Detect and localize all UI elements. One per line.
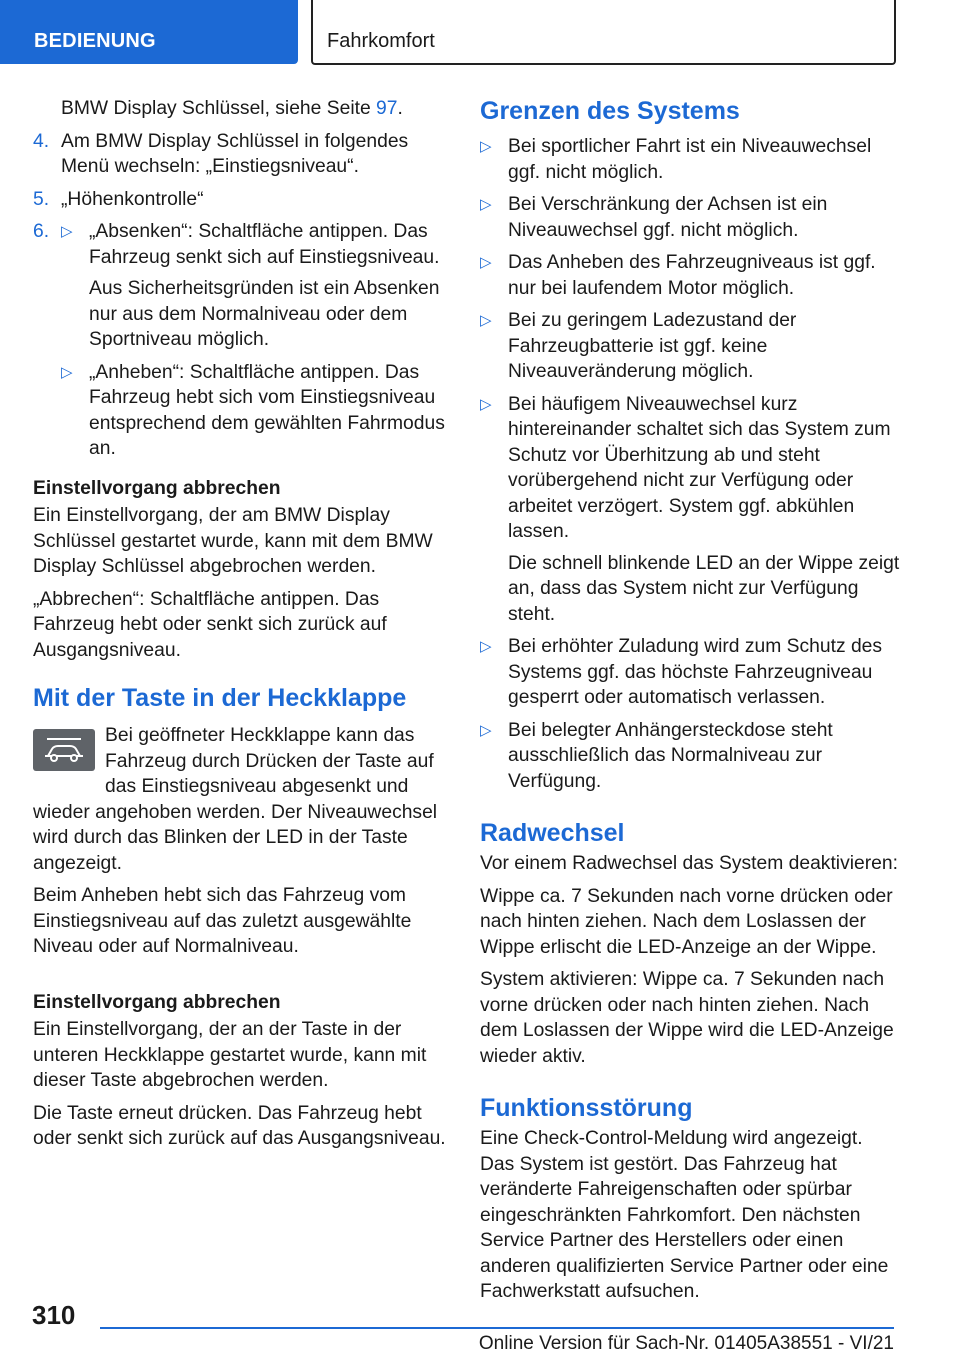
bullet-item xyxy=(480,634,900,711)
paragraph: Bei geöffneter Heckklappe kann das Fahrzeug durch Drücken der Taste auf das Einstiegsniveau abgesenkt und wieder angehoben werden. Der Niveauwechsel wird durch das Blinken der LED in der Taste angezeigt. xyxy=(33,725,438,874)
bullet-triangle-icon: ▷ xyxy=(480,638,492,655)
bullet-note: Die schnell blinkende LED an der Wippe zeigt an, dass das System nicht zur Verfügung steht. xyxy=(508,552,900,625)
section-title: BEDIENUNG xyxy=(34,30,156,52)
left-column xyxy=(33,96,451,1159)
step-text: Am BMW Display Schlüssel in folgendes Menü wechseln: „Einstiegsniveau“. xyxy=(61,130,409,177)
paragraph: Eine Check-Control-Meldung wird angezeigt. Das System ist gestört. Das Fahrzeug hat veränderte Fahreigenschaften oder spürbar eingeschränkten Fahrkomfort. Den nächsten Service Partner des Herstellers oder einen anderen qualifizierten Service Partner oder eine Fachwerkstatt aufsuchen. xyxy=(480,1128,889,1302)
bullet-triangle-icon: ▷ xyxy=(480,395,492,413)
right-column xyxy=(480,96,900,1312)
bullet-text: „Absenken“: Schaltfläche antippen. Das Fahrzeug senkt sich auf Einstiegsniveau. xyxy=(89,221,440,268)
bullet-triangle-icon: ▷ xyxy=(61,363,73,381)
footer-divider xyxy=(100,1327,894,1329)
bullet-text: Das Anheben des Fahrzeugniveaus ist ggf. nur bei laufendem Motor möglich. xyxy=(508,252,876,299)
paragraph: Beim Anheben hebt sich das Fahrzeug vom Einstiegsniveau auf das zuletzt ausgewählte Niveau oder auf Normalniveau. xyxy=(33,885,412,957)
bullet-text: Bei häufigem Niveauwechsel kurz hintereinander schaltet sich das System zum Schutz vor Überhitzung ab und steht vorübergehend nicht zur Verfügung oder arbeitet verzögert. System ggf. abkühlen lassen. xyxy=(508,393,891,542)
paragraph: Die Taste erneut drücken. Das Fahrzeug hebt oder senkt sich zurück auf das Ausgangsniveau. xyxy=(33,1102,446,1149)
bullet-item xyxy=(61,360,451,462)
section-tab xyxy=(0,0,298,64)
step-number: 4. xyxy=(33,130,50,152)
bullet-triangle-icon: ▷ xyxy=(480,721,492,739)
step-text: „Höhenkontrolle“ xyxy=(61,188,204,210)
bullet-note: Aus Sicherheitsgründen ist ein Absenken nur aus dem Normalniveau oder dem Sportniveau möglich. xyxy=(89,278,440,350)
paragraph: „Abbrechen“: Schaltfläche antippen. Das Fahrzeug hebt oder senkt sich zurück auf Ausgangsniveau. xyxy=(33,588,387,661)
bullet-item xyxy=(480,718,900,795)
paragraph: Wippe ca. 7 Sekunden nach vorne drücken oder nach hinten ziehen. Nach dem Loslassen der Wippe erlischt die LED-Anzeige an der Wippe. xyxy=(480,885,893,958)
chapter-title: Fahrkomfort xyxy=(327,30,435,52)
intro-text: BMW Display Schlüssel, siehe Seite 97. xyxy=(61,98,403,119)
bullet-triangle-icon: ▷ xyxy=(480,138,492,155)
bullet-item xyxy=(61,219,451,353)
section-heading: Funktionsstörung xyxy=(480,1094,693,1122)
subheading: Einstellvorgang abbrechen xyxy=(33,991,281,1013)
step-item xyxy=(33,187,451,213)
bullet-triangle-icon: ▷ xyxy=(480,254,492,271)
step-number: 6. xyxy=(33,221,50,242)
bullet-item xyxy=(480,308,900,385)
car-level-button-icon xyxy=(33,729,95,771)
step-item xyxy=(33,219,451,462)
subheading: Einstellvorgang abbrechen xyxy=(33,477,281,499)
bullet-text: „Anheben“: Schaltfläche antippen. Das Fahrzeug hebt sich vom Einstiegsniveau entsprechend dem gewählten Fahrmodus an. xyxy=(89,361,445,459)
paragraph: Ein Einstellvorgang, der am BMW Display Schlüssel gestartet wurde, kann mit dem BMW Display Schlüssel abgebrochen werden. xyxy=(33,505,433,577)
chapter-box xyxy=(311,0,896,65)
bullet-item xyxy=(480,192,900,243)
section-heading: Radwechsel xyxy=(480,819,625,847)
bullet-item xyxy=(480,250,900,301)
bullet-text: Bei Verschränkung der Achsen ist ein Niveauwechsel ggf. nicht möglich. xyxy=(508,194,828,241)
bullet-text: Bei sportlicher Fahrt ist ein Niveauwechsel ggf. nicht möglich. xyxy=(508,136,872,183)
paragraph: Vor einem Radwechsel das System deaktivieren: xyxy=(480,853,898,874)
bullet-text: Bei belegter Anhängersteckdose steht ausschließlich das Normalniveau zur Verfügung. xyxy=(508,719,833,792)
bullet-item xyxy=(480,392,900,628)
bullet-triangle-icon: ▷ xyxy=(61,223,73,240)
section-heading: Mit der Taste in der Heckklappe xyxy=(33,684,407,712)
page-link[interactable]: 97 xyxy=(376,98,398,119)
step-number: 5. xyxy=(33,188,50,210)
bullet-triangle-icon: ▷ xyxy=(480,312,492,329)
bullet-text: Bei zu geringem Ladezustand der Fahrzeugbatterie ist ggf. keine Niveauveränderung möglich. xyxy=(508,310,797,382)
section-heading: Grenzen des Systems xyxy=(480,97,740,125)
bullet-text: Bei erhöhter Zuladung wird zum Schutz des Systems ggf. das höchste Fahrzeugniveau gesperrt oder automatisch verlassen. xyxy=(508,636,883,708)
paragraph: System aktivieren: Wippe ca. 7 Sekunden nach vorne drücken oder nach hinten ziehen. Nach dem Loslassen der Wippe wird die LED-Anzeige wieder aktiv. xyxy=(480,969,894,1067)
footer-text: Online Version für Sach-Nr. 01405A38551 - VI/21 xyxy=(478,1333,894,1354)
paragraph: Ein Einstellvorgang, der an der Taste in der unteren Heckklappe gestartet wurde, kann mit dieser Taste abgebrochen werden. xyxy=(33,1019,427,1091)
bullet-item xyxy=(480,134,900,185)
page-number: 310 xyxy=(32,1300,76,1330)
bullet-triangle-icon: ▷ xyxy=(480,196,492,213)
step-item xyxy=(33,129,451,180)
